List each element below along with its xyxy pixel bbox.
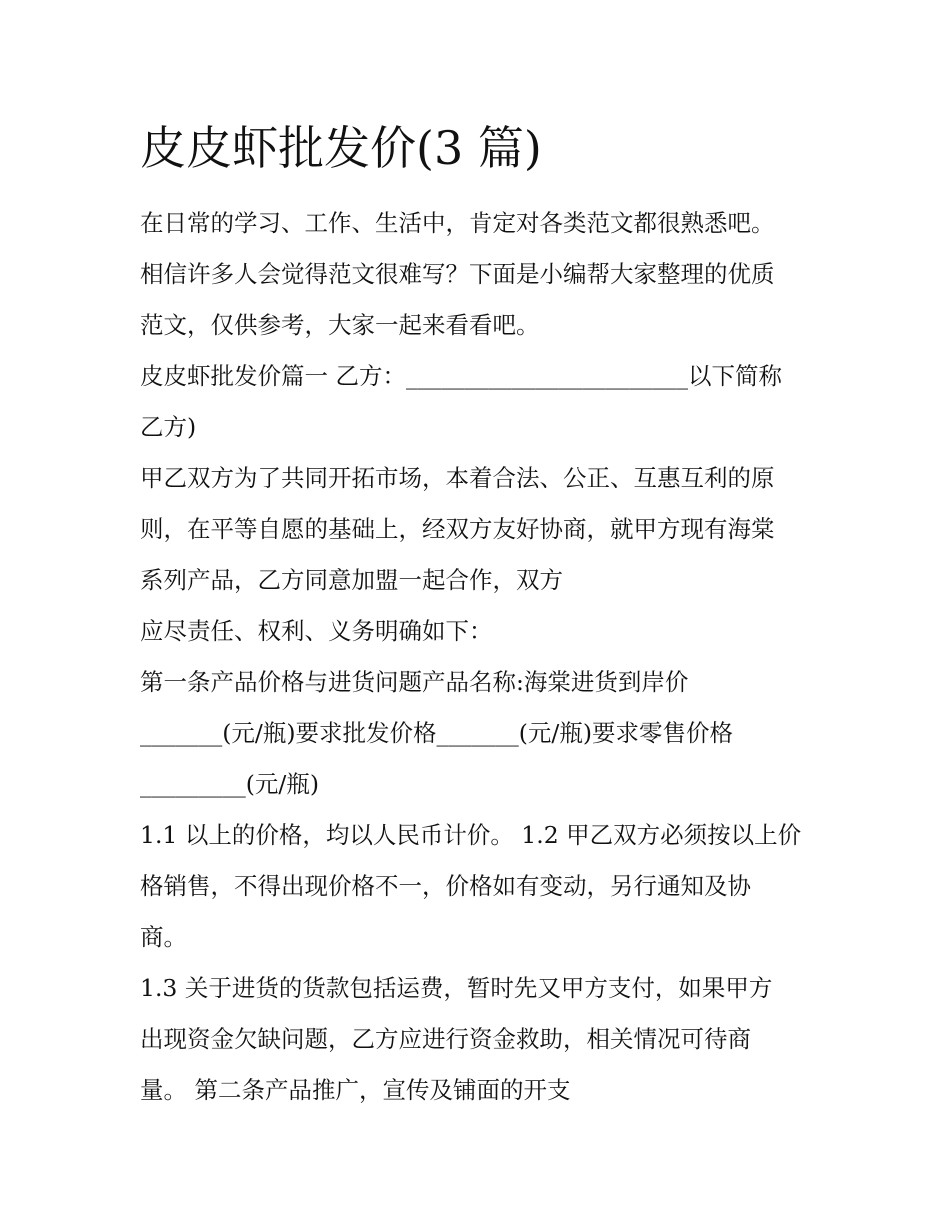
body-line: 相信许多人会觉得范文很难写？下面是小编帮大家整理的优质 (140, 260, 775, 288)
body-line: 第一条产品价格与进货问题产品名称:海棠进货到岸价 (140, 668, 689, 696)
document-body (140, 198, 830, 1116)
body-line: 乙方) (140, 413, 197, 441)
body-line: _________(元/瓶) (140, 770, 320, 798)
body-line: 则，在平等自愿的基础上，经双方友好协商，就甲方现有海棠 (140, 515, 775, 543)
document-title: 皮皮虾批发价(3 篇) (140, 121, 542, 175)
body-line: 量。 第二条产品推广，宣传及铺面的开支 (140, 1076, 571, 1104)
body-line: 格销售，不得出现价格不一，价格如有变动，另行通知及协 (140, 872, 751, 900)
body-line: 出现资金欠缺问题，乙方应进行资金救助，相关情况可待商 (140, 1025, 751, 1053)
body-line: 皮皮虾批发价篇一 乙方：________________________以下简称 (140, 362, 782, 390)
body-line: 在日常的学习、工作、生活中，肯定对各类范文都很熟悉吧。 (140, 209, 775, 237)
body-line: 甲乙双方为了共同开拓市场，本着合法、公正、互惠互利的原 (140, 464, 775, 492)
body-line: 1.1 以上的价格，均以人民币计价。 1.2 甲乙双方必须按以上价 (140, 821, 802, 849)
body-line: 商。 (140, 923, 187, 951)
body-line: 范文，仅供参考，大家一起来看看吧。 (140, 311, 540, 339)
body-line: 1.3 关于进货的货款包括运费，暂时先又甲方支付，如果甲方 (140, 974, 773, 1002)
body-line: _______(元/瓶)要求批发价格_______(元/瓶)要求零售价格 (140, 719, 734, 747)
body-line: 系列产品，乙方同意加盟一起合作，双方 (140, 566, 563, 594)
body-line: 应尽责任、权利、义务明确如下： (140, 617, 493, 645)
